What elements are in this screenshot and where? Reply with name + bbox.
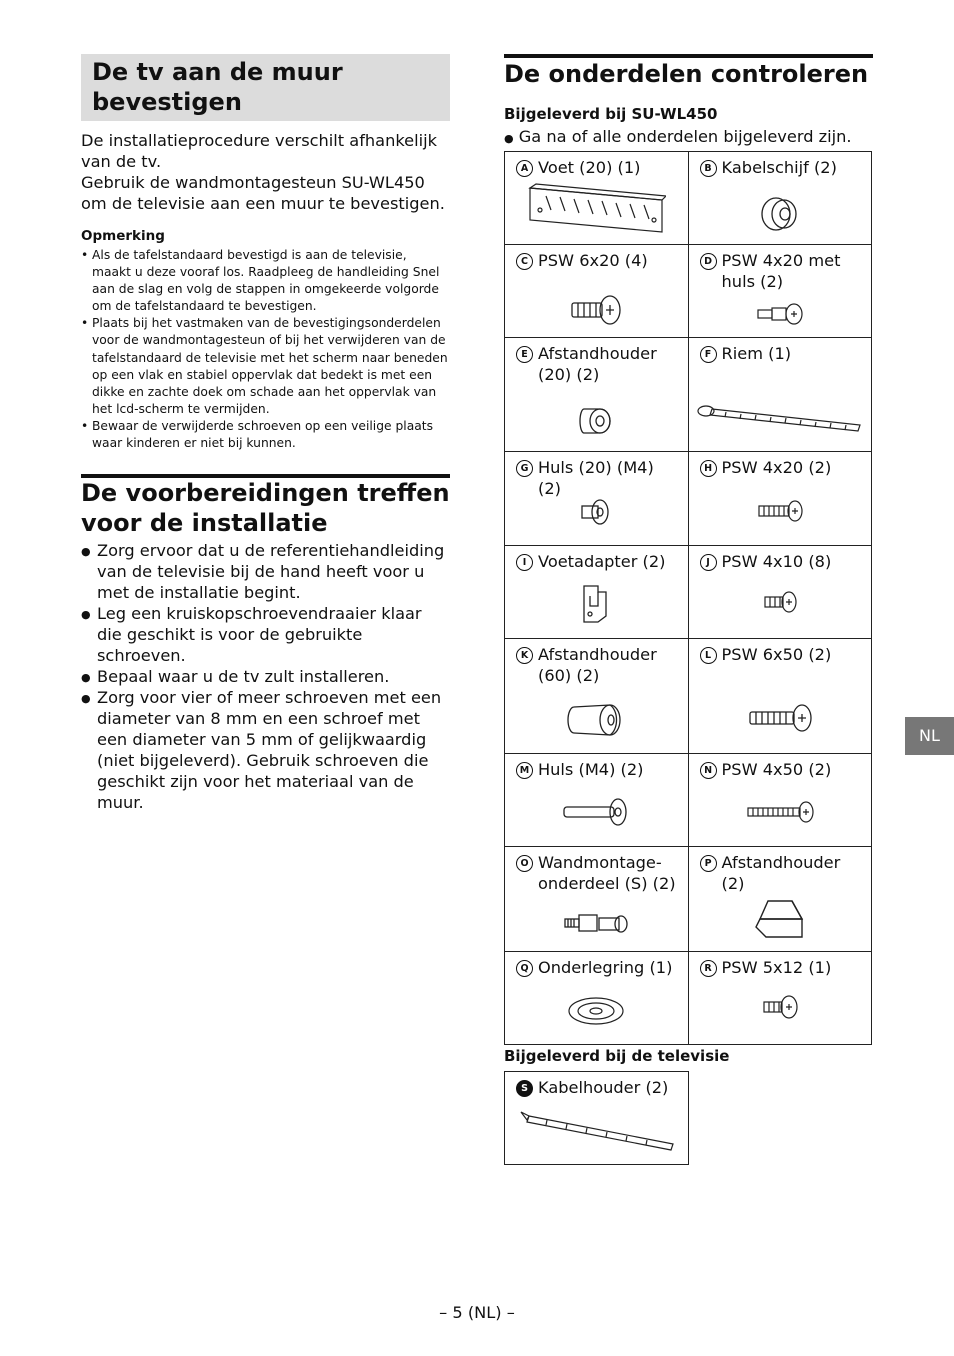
part-cell: P Afstandhouder (2) — [688, 847, 871, 952]
screw-icon — [689, 590, 871, 618]
preparation-item: ● Bepaal waar u de tv zult installeren. — [81, 666, 451, 687]
part-letter-badge: P — [700, 855, 717, 872]
tv-supplied-heading: Bijgeleverd bij de televisie — [504, 1047, 730, 1065]
section-title-wall-mount: De tv aan de muur bevestigen — [81, 54, 450, 121]
parts-table — [504, 151, 872, 1045]
long-spacer-icon — [505, 699, 688, 743]
screw-with-sleeve-icon — [689, 301, 871, 331]
supplied-heading: Bijgeleverd bij SU-WL450 — [504, 105, 718, 123]
part-letter-badge: G — [516, 460, 533, 477]
washer-icon — [505, 994, 688, 1032]
part-cell: D PSW 4x20 met huls (2) — [688, 245, 871, 338]
part-letter-badge: Q — [516, 960, 533, 977]
language-tab: NL — [905, 717, 954, 755]
part-cell: A Voet (20) (1) — [505, 152, 689, 245]
part-letter-badge: A — [516, 160, 533, 177]
block-spacer-icon — [689, 897, 871, 945]
spacer-icon — [505, 403, 688, 443]
wall-mount-part-icon — [505, 909, 688, 943]
part-letter-badge: K — [516, 647, 533, 664]
part-letter-badge: R — [700, 960, 717, 977]
screw-icon — [689, 994, 871, 1024]
part-letter-badge: B — [700, 160, 717, 177]
part-letter-badge: N — [700, 762, 717, 779]
cable-pulley-icon — [689, 194, 871, 238]
bracket-icon — [505, 180, 688, 240]
screw-icon — [689, 499, 871, 527]
part-letter-badge: L — [700, 647, 717, 664]
part-cell: M Huls (M4) (2) — [505, 754, 689, 847]
sleeve-icon — [505, 497, 688, 531]
note-title: Opmerking — [81, 228, 165, 244]
supplied-note: ● Ga na of alle onderdelen bijgeleverd zijn. — [504, 127, 852, 146]
preparation-item: ● Leg een kruiskopschroevendraaier klaar die geschikt is voor de gebruikte schroeven. — [81, 603, 451, 666]
note-item: • Als de tafelstandaard bevestigd is aan de televisie, maakt u deze vooraf los. Raadpleeg de handleiding Snel aan de slag en volg de stappen in omgekeerde volgorde om de tafelstandaard te bevestigen. — [81, 247, 449, 315]
cable-holder-icon — [505, 1108, 688, 1158]
part-letter-badge: I — [516, 554, 533, 571]
part-cell: K Afstandhouder (60) (2) — [505, 639, 689, 754]
part-cell: E Afstandhouder (20) (2) — [505, 338, 689, 452]
part-cell: L PSW 6x50 (2) — [688, 639, 871, 754]
part-letter-badge: S — [516, 1080, 533, 1097]
part-letter-badge: F — [700, 346, 717, 363]
part-cell: I Voetadapter (2) — [505, 546, 689, 639]
part-cell: O Wandmontage-onderdeel (S) (2) — [505, 847, 689, 952]
part-cell: R PSW 5x12 (1) — [688, 952, 871, 1045]
preparation-item: ● Zorg voor vier of meer schroeven met een diameter van 8 mm en een schroef met een diameter van 5 mm of gelijkwaardig (niet bijgeleverd). Gebruik schroeven die geschikt zijn voor het materiaal van de muur. — [81, 687, 451, 813]
section-title-preparation: De voorbereidingen treffen voor de installatie — [81, 479, 450, 537]
part-letter-badge: C — [516, 253, 533, 270]
screw-icon — [689, 703, 871, 737]
note-item: • Plaats bij het vastmaken van de bevestigingsonderdelen voor de wandmontagesteun of bij het verwijderen van de tafelstandaard de televisie met het scherm naar beneden op een vlak en stabiel oppervlak dat bedekt is met een dikke en zachte doek om schade aan het oppervlak van het lcd-scherm te vermijden. — [81, 315, 449, 418]
part-cell: Q Onderlegring (1) — [505, 952, 689, 1045]
part-cell: B Kabelschijf (2) — [688, 152, 871, 245]
belt-icon — [689, 403, 871, 437]
part-letter-badge: O — [516, 855, 533, 872]
part-cell: G Huls (20) (M4) (2) — [505, 452, 689, 546]
preparation-list — [81, 540, 451, 813]
note-item: • Bewaar de verwijderde schroeven op een veilige plaats waar kinderen er niet bij kunnen. — [81, 418, 449, 452]
note-list — [81, 247, 449, 452]
foot-adapter-icon — [505, 582, 688, 630]
part-letter-badge: D — [700, 253, 717, 270]
part-letter-badge: M — [516, 762, 533, 779]
long-sleeve-icon — [505, 796, 688, 832]
part-cell: F Riem (1) — [688, 338, 871, 452]
part-letter-badge: E — [516, 346, 533, 363]
preparation-item: ● Zorg ervoor dat u de referentiehandleiding van de televisie bij de hand heeft voor u met de installatie begint. — [81, 540, 451, 603]
part-cell: C PSW 6x20 (4) — [505, 245, 689, 338]
part-cell: N PSW 4x50 (2) — [688, 754, 871, 847]
part-letter-badge: J — [700, 554, 717, 571]
part-cell: J PSW 4x10 (8) — [688, 546, 871, 639]
part-cell: S Kabelhouder (2) — [504, 1071, 689, 1165]
part-letter-badge: H — [700, 460, 717, 477]
screw-icon — [689, 800, 871, 828]
section-rule — [504, 54, 873, 58]
page-number: – 5 (NL) – — [439, 1303, 515, 1322]
screw-icon — [505, 293, 688, 331]
part-cell: H PSW 4x20 (2) — [688, 452, 871, 546]
intro-paragraph: De installatieprocedure verschilt afhankelijk van de tv. Gebruik de wandmontagesteun SU-WL450 om de televisie aan een muur te bevestigen. — [81, 131, 445, 213]
section-title-parts: De onderdelen controleren — [504, 60, 869, 88]
